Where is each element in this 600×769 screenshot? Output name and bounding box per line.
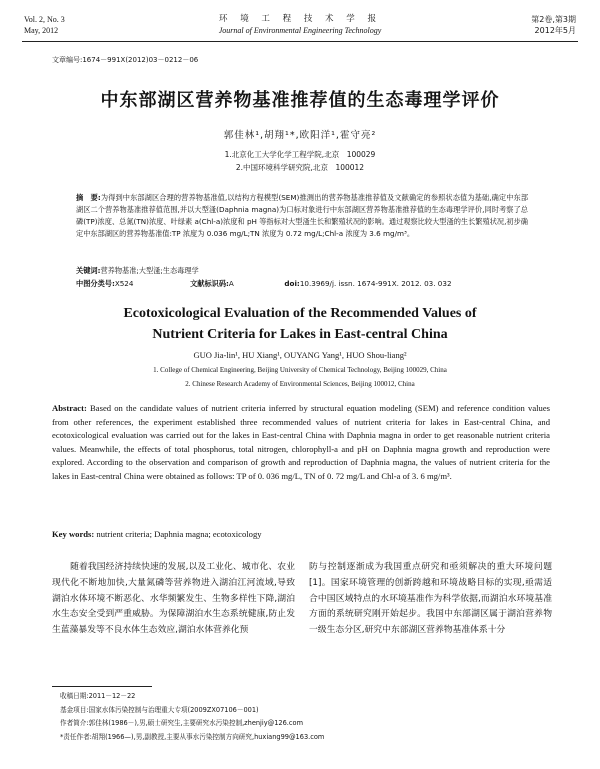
header-rule (22, 41, 578, 42)
authors-cn: 郭佳林¹,胡翔¹*,欧阳洋¹,霍守亮² (223, 130, 377, 141)
keywords-cn-text: 营养物基准;大型溞;生态毒理学 (100, 266, 199, 275)
title-en-line-1: Ecotoxicological Evaluation of the Recommended Values of (123, 306, 477, 321)
keywords-cn (76, 266, 528, 276)
doi-value: 10.3969/j. issn. 1674-991X. 2012. 03. 032 (299, 279, 452, 288)
footnote-corresponding: *责任作者:胡翔(1966—),男,副教授,主要从事水污染控制方向研究,huxiang99@163.com (60, 732, 325, 741)
volume-cn: 第2卷,第3期 (531, 15, 576, 24)
affiliation-en-1: 1. College of Chemical Engineering, Beijing University of Chemical Technology, Beijing 100029, China (153, 366, 447, 374)
affiliation-en-2: 2. Chinese Research Academy of Environmental Sciences, Beijing 100012, China (185, 380, 415, 388)
doc-code-value: A (228, 279, 234, 288)
body-paragraph-right: 防与控制逐渐成为我国重点研究和亟须解决的重大环境问题[1]。国家环境管理的创新跨越和环境战略目标的实现,亟需适合中国区域特点的水环境基准作为科学依据,而湖泊水环境基准方面的系统研究刚开始起步。我国中东部湖区属于湖泊营养物一级生态分区,研究中东部湖区营养物基准体系十分 (309, 562, 552, 636)
title-en-line-2: Nutrient Criteria for Lakes in East-central China (152, 327, 448, 342)
clc-value: X524 (114, 279, 134, 288)
abstract-cn-label: 摘 要: (76, 193, 101, 202)
running-header-right (531, 14, 576, 36)
keywords-en (52, 529, 550, 539)
clc-label: 中图分类号: (76, 279, 115, 288)
title-en (0, 303, 600, 345)
running-header-left (24, 14, 65, 36)
keywords-en-text: nutrient criteria; Daphnia magna; ecotoxicology (96, 529, 262, 539)
volume-en: Vol. 2, No. 3 (24, 15, 65, 24)
abstract-cn-text: 为得到中东部湖区合理的营养物基准值,以结构方程模型(SEM)推测出的营养物基准推荐值及文献确定的参照状态值为基础,确定中东部湖区二个营养物基准推荐值范围,并以大型溞(Daphnia magna)为口标对象进行中东部湖区营养物基准推荐值的生态毒理学评价,同时考察了总磷(TP)浓度、总氮(TN)浓度、叶绿素 a(Chl-a)浓度和 pH 等指标对大型溞生长和繁殖状况的影响。通过观察比较大型溞的生长繁殖状况,初步确定中东部湖区的营养物基准值:TP 浓度为 0.036 mg/L;TN 浓度为 0.72 mg/L;Chl-a 浓度为 3.6 mg/m³。 (76, 193, 529, 238)
journal-title-en: Journal of Environmental Engineering Technology (218, 26, 382, 35)
running-header-center (170, 14, 430, 36)
classification-line (76, 279, 528, 289)
date-cn: 2012年5月 (534, 26, 576, 35)
authors-en: GUO Jia-lin¹, HU Xiang¹, OUYANG Yang¹, HUO Shou-liang² (193, 350, 407, 360)
abstract-en (52, 402, 550, 484)
body-column-left (52, 560, 295, 639)
footnotes (60, 690, 550, 744)
doi-label: doi: (284, 279, 300, 288)
journal-title-cn: 环 境 工 程 技 术 学 报 (219, 14, 381, 24)
doc-code-label: 文献标识码: (190, 279, 229, 288)
abstract-en-text: Based on the candidate values of nutrient criteria inferred by structural equation modeling (SEM) and reference condition values from other references, the experiment established three recommended values of nutrient criteria for lakes in East-central China, and ecotoxicological evaluation was carried out for the lakes in East-central China with Daphnia magna in order to get reasonable nutrient criteria values. Meanwhile, the effects of total phosphorus, total nitrogen, chlorophyll-a and pH on Daphnia magna growth and reproduction were explored. According to the observation and comparison of growth and reproduction of Daphnia magna, the values of nutrient criteria for the lakes in East-central China were obtained as follows: TP of 0. 036 mg/L, TN of 0. 72 mg/L and Chl-a of 3. 6 mg/m³. (52, 403, 550, 481)
footnote-author: 作者简介:郭佳林(1986－),男,硕士研究生,主要研究水污染控制,zhenjiy@126.com (60, 719, 303, 727)
keywords-en-label: Key words: (52, 529, 95, 539)
body-column-right (309, 560, 552, 639)
affiliation-cn-2: 2.中国环境科学研究院,北京 100012 (235, 163, 365, 172)
footnote-funding: 基金项目:国家水体污染控制与治理重大专项(2009ZX07106－001) (60, 705, 259, 714)
abstract-cn (76, 192, 528, 240)
date-en: May, 2012 (24, 26, 59, 35)
footnote-rule (52, 686, 152, 687)
article-number: 文章编号:1674－991X(2012)03－0212－06 (52, 56, 199, 64)
title-cn: 中东部湖区营养物基准推荐值的生态毒理学评价 (100, 90, 500, 111)
footnote-received: 收稿日期:2011－12－22 (60, 692, 136, 700)
keywords-cn-label: 关键词: (76, 266, 101, 275)
body-paragraph-left: 随着我国经济持续快速的发展,以及工业化、城市化、农业现代化不断地加快,大量氮磷等营养物进入湖泊江河流域,导致湖泊水体环境不断恶化、水华频繁发生、生物多样性下降,湖泊水生态安全受到严重威胁。为保障湖泊水生态系统健康,防止发生蓝藻暴发等不良水体生态效应,湖泊水体营养化预 (52, 562, 295, 636)
affiliation-cn-1: 1.北京化工大学化学工程学院,北京 100029 (224, 150, 376, 159)
abstract-en-label: Abstract: (52, 403, 87, 413)
